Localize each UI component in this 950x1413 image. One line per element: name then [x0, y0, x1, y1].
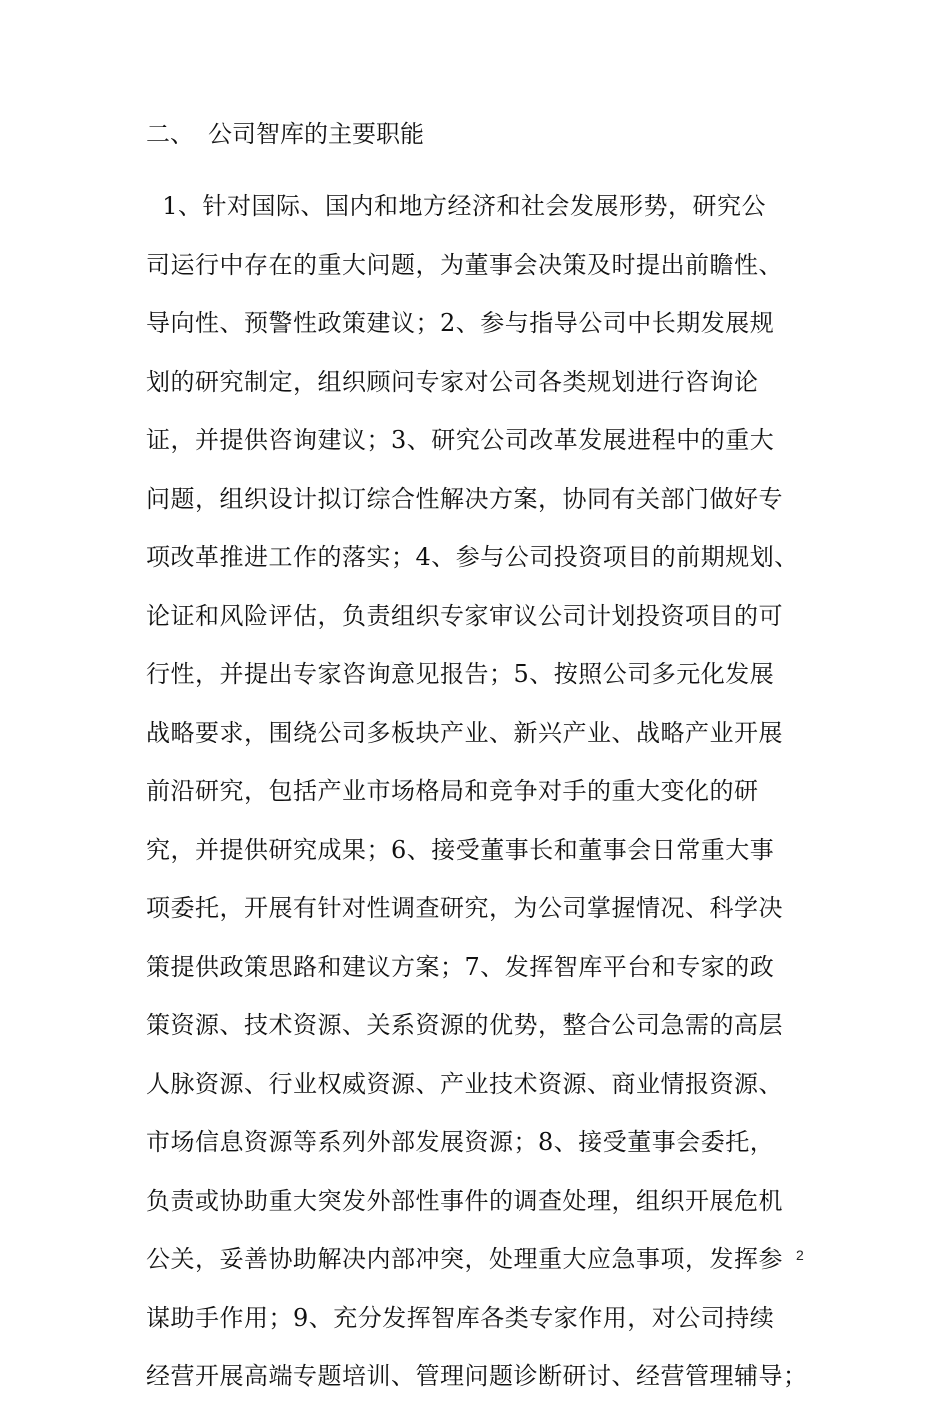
paragraph-line: 经营开展高端专题培训、管理问题诊断研讨、经营管理辅导；: [146, 1362, 808, 1390]
paragraph-line: 负责或协助重大突发外部性事件的调查处理，组织开展危机: [146, 1186, 783, 1215]
paragraph-line: 司运行中存在的重大问题，为董事会决策及时提出前瞻性、: [146, 250, 783, 279]
paragraph-line: 证，并提供咨询建议；3、研究公司改革发展进程中的重大: [146, 426, 775, 454]
section-title: 公司智库的主要职能: [208, 120, 424, 148]
section-heading: [146, 114, 424, 154]
section-number: 二、: [146, 120, 194, 148]
paragraph-line: 究，并提供研究成果；6、接受董事长和董事会日常重大事: [146, 835, 775, 864]
paragraph-line: 公关，妥善协助解决内部冲突，处理重大应急事项，发挥参: [146, 1245, 783, 1273]
paragraph-line: 战略要求，围绕公司多板块产业、新兴产业、战略产业开展: [146, 718, 783, 747]
paragraph-line: 问题，组织设计拟订综合性解决方案，协同有关部门做好专: [146, 484, 783, 513]
paragraph-line: 项委托，开展有针对性调查研究，为公司掌握情况、科学决: [146, 894, 783, 922]
paragraph-line: 市场信息资源等系列外部发展资源；8、接受董事会委托，: [146, 1128, 775, 1156]
paragraph-line: 论证和风险评估，负责组织专家审议公司计划投资项目的可: [146, 601, 783, 630]
paragraph-line: 策资源、技术资源、关系资源的优势，整合公司急需的高层: [146, 1011, 783, 1039]
page-number: 2: [796, 1247, 804, 1263]
paragraph-line: 谋助手作用；9、充分发挥智库各类专家作用，对公司持续: [146, 1303, 775, 1332]
paragraph-line: 划的研究制定，组织顾问专家对公司各类规划进行咨询论: [146, 367, 759, 396]
paragraph-line: 项改革推进工作的落实；4、参与公司投资项目的前期规划、: [146, 543, 799, 571]
body-paragraph: [146, 184, 826, 1413]
paragraph-line: 行性，并提出专家咨询意见报告；5、按照公司多元化发展: [146, 660, 775, 688]
paragraph-line: 前沿研究，包括产业市场格局和竞争对手的重大变化的研: [146, 777, 759, 805]
paragraph-line: 策提供政策思路和建议方案；7、发挥智库平台和专家的政: [146, 952, 775, 981]
paragraph-line: 导向性、预警性政策建议；2、参与指导公司中长期发展规: [146, 309, 775, 337]
paragraph-line: 人脉资源、行业权威资源、产业技术资源、商业情报资源、: [146, 1069, 783, 1098]
paragraph-line: 1、针对国际、国内和地方经济和社会发展形势，研究公: [146, 192, 767, 220]
